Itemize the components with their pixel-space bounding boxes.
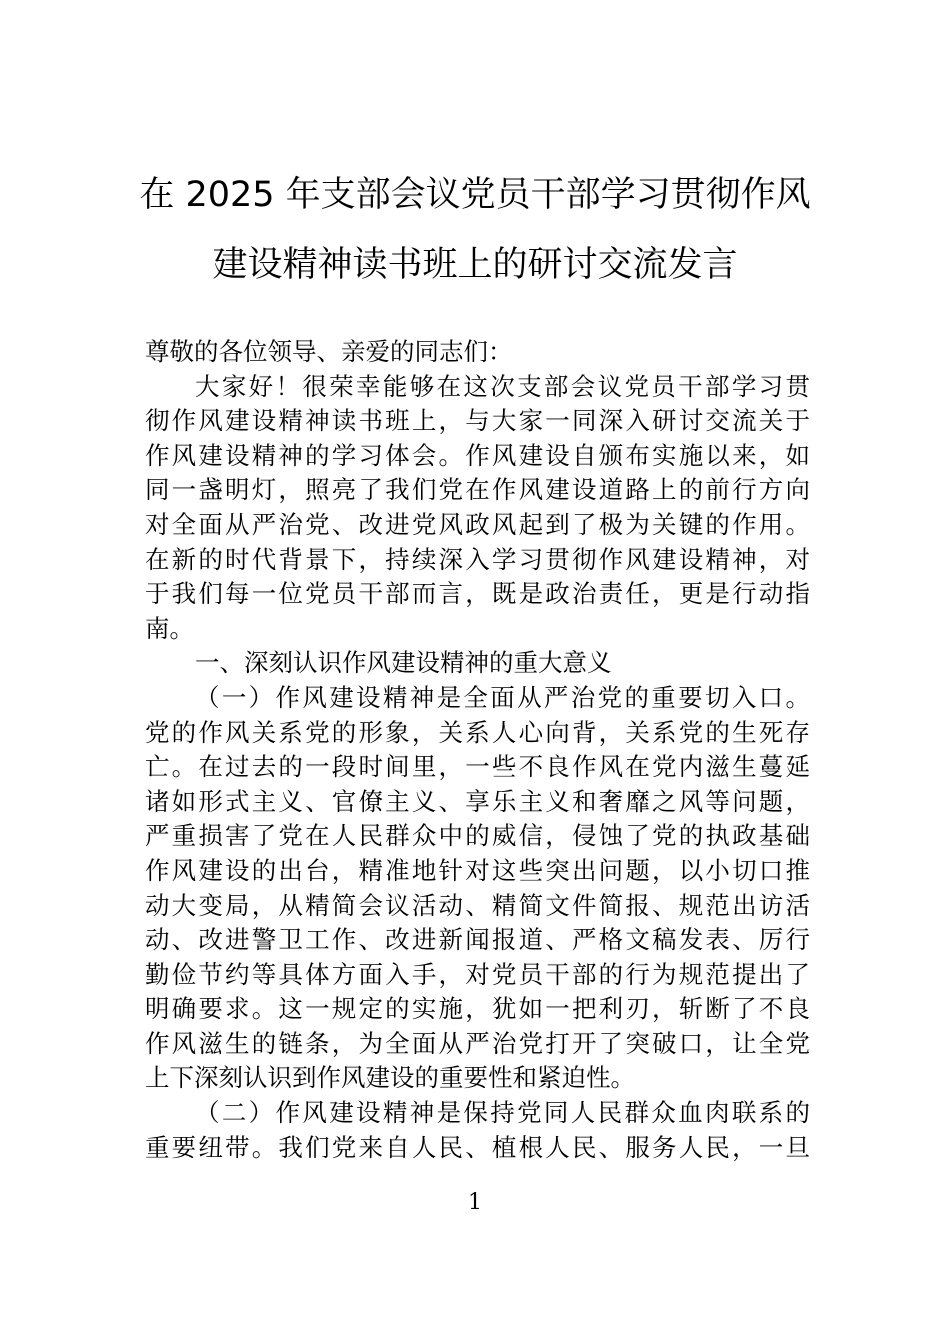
subsection-1-line: （一）作风建设精神是全面从严治党的重要切入口。 bbox=[195, 682, 810, 712]
document-title-line-1: 在 2025 年支部会议党员干部学习贯彻作风 bbox=[139, 175, 811, 215]
paragraph-1-line: 彻作风建设精神读书班上，与大家一同深入研讨交流关于 bbox=[145, 406, 810, 436]
subsection-1-line: 上下深刻认识到作风建设的重要性和紧迫性。 bbox=[145, 1063, 635, 1093]
page-number: 1 bbox=[468, 1190, 482, 1215]
salutation: 尊敬的各位领导、亲爱的同志们： bbox=[145, 337, 513, 366]
subsection-1-line: 勤俭节约等具体方面入手，对党员干部的行为规范提出了 bbox=[145, 959, 810, 989]
document-title-line-2: 建设精神读书班上的研讨交流发言 bbox=[212, 245, 738, 285]
paragraph-1-line: 大家好！很荣幸能够在这次支部会议党员干部学习贯 bbox=[195, 371, 810, 401]
subsection-2-line: 重要纽带。我们党来自人民、植根人民、服务人民，一旦 bbox=[145, 1132, 810, 1162]
subsection-1-line: 严重损害了党在人民群众中的威信，侵蚀了党的执政基础 bbox=[145, 821, 810, 851]
subsection-1-line: 动、改进警卫工作、改进新闻报道、严格文稿发表、厉行 bbox=[145, 925, 810, 955]
subsection-1-line: 明确要求。这一规定的实施，犹如一把利刃，斩断了不良 bbox=[145, 994, 810, 1024]
subsection-1-line: 作风滋生的链条，为全面从严治党打开了突破口，让全党 bbox=[145, 1028, 810, 1058]
paragraph-1-line: 南。 bbox=[145, 613, 194, 643]
subsection-2-line: （二）作风建设精神是保持党同人民群众血肉联系的 bbox=[195, 1098, 810, 1128]
paragraph-1-line: 对全面从严治党、改进党风政风起到了极为关键的作用。 bbox=[145, 509, 810, 539]
subsection-1-line: 亡。在过去的一段时间里，一些不良作风在党内滋生蔓延 bbox=[145, 752, 810, 782]
section-heading-1: 一、深刻认识作风建设精神的重大意义 bbox=[195, 648, 612, 678]
subsection-1-line: 诸如形式主义、官僚主义、享乐主义和奢靡之风等问题， bbox=[145, 786, 810, 816]
subsection-1-line: 作风建设的出台，精准地针对这些突出问题，以小切口推 bbox=[145, 855, 810, 885]
document-body bbox=[145, 335, 810, 1165]
subsection-1-line: 党的作风关系党的形象，关系人心向背，关系党的生死存 bbox=[145, 717, 810, 747]
paragraph-1-line: 于我们每一位党员干部而言，既是政治责任，更是行动指 bbox=[145, 579, 810, 609]
subsection-1-line: 动大变局，从精简会议活动、精简文件简报、规范出访活 bbox=[145, 890, 810, 920]
paragraph-1-line: 作风建设精神的学习体会。作风建设自颁布实施以来，如 bbox=[145, 440, 810, 470]
paragraph-1-line: 同一盏明灯，照亮了我们党在作风建设道路上的前行方向 bbox=[145, 475, 810, 505]
paragraph-1-line: 在新的时代背景下，持续深入学习贯彻作风建设精神，对 bbox=[145, 544, 810, 574]
